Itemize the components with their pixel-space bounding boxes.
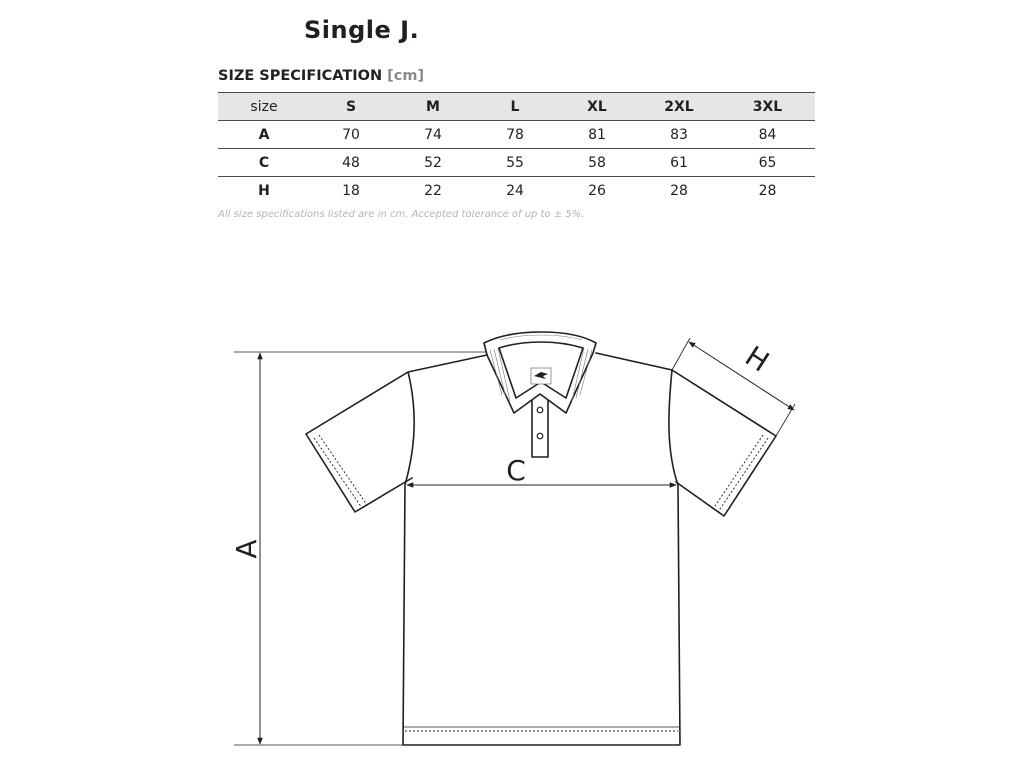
spec-unit: [cm] bbox=[387, 68, 425, 84]
table-cell: 18 bbox=[342, 182, 360, 199]
row-label-c: C bbox=[218, 149, 310, 177]
table-cell: 52 bbox=[392, 149, 474, 177]
row-label-h: H bbox=[258, 182, 270, 199]
dimension-c-label: C bbox=[506, 454, 526, 487]
header-cell-m: M bbox=[392, 93, 474, 121]
header-cell-xl: XL bbox=[556, 93, 638, 121]
table-cell: 58 bbox=[556, 149, 638, 177]
shirt-left-shoulder bbox=[408, 355, 487, 372]
table-cell: 55 bbox=[474, 149, 556, 177]
table-cell: 84 bbox=[720, 121, 815, 149]
table-cell: 24 bbox=[506, 182, 524, 199]
shirt-body-outline bbox=[403, 370, 680, 745]
header-cell-l: L bbox=[474, 93, 556, 121]
left-sleeve-hem-stitch-2 bbox=[319, 435, 367, 505]
right-sleeve-hem-stitch bbox=[718, 438, 768, 512]
header-cell-size: size bbox=[218, 93, 310, 121]
table-cell: 83 bbox=[638, 121, 720, 149]
tolerance-note: All size specifications listed are in cm. Accepted tolerance of up to ± 5%. bbox=[218, 209, 585, 220]
table-cell: 65 bbox=[720, 149, 815, 177]
button-icon-top bbox=[537, 407, 543, 413]
dimension-h-arrow bbox=[689, 342, 794, 410]
table-cell: 61 bbox=[638, 149, 720, 177]
header-cell-2xl: 2XL bbox=[638, 93, 720, 121]
table-cell: 26 bbox=[588, 182, 606, 199]
shirt-right-sleeve bbox=[672, 370, 776, 516]
product-title: Single J. bbox=[304, 16, 420, 44]
row-label-a: A bbox=[218, 121, 310, 149]
button-icon-bottom bbox=[537, 433, 543, 439]
right-sleeve-hem-stitch-2 bbox=[713, 435, 763, 509]
dimension-h-extension-top bbox=[672, 338, 690, 370]
header-cell-s: S bbox=[310, 93, 392, 121]
header-cell-3xl: 3XL bbox=[720, 93, 815, 121]
dimension-a-label: A bbox=[230, 539, 263, 559]
shirt-right-shoulder bbox=[596, 353, 672, 370]
table-cell: 70 bbox=[310, 121, 392, 149]
dimension-h-label: H bbox=[739, 339, 775, 379]
table-cell: 48 bbox=[310, 149, 392, 177]
table-cell: 74 bbox=[392, 121, 474, 149]
table-cell: 22 bbox=[424, 182, 442, 199]
table-cell: 78 bbox=[474, 121, 556, 149]
shirt-left-sleeve bbox=[306, 372, 412, 512]
table-cell: 28 bbox=[758, 182, 777, 199]
left-sleeve-hem-stitch bbox=[314, 438, 362, 508]
neck-label bbox=[531, 368, 551, 384]
table-cell: 28 bbox=[670, 182, 688, 199]
table-cell: 81 bbox=[556, 121, 638, 149]
spec-heading-text: SIZE SPECIFICATION bbox=[218, 68, 383, 84]
